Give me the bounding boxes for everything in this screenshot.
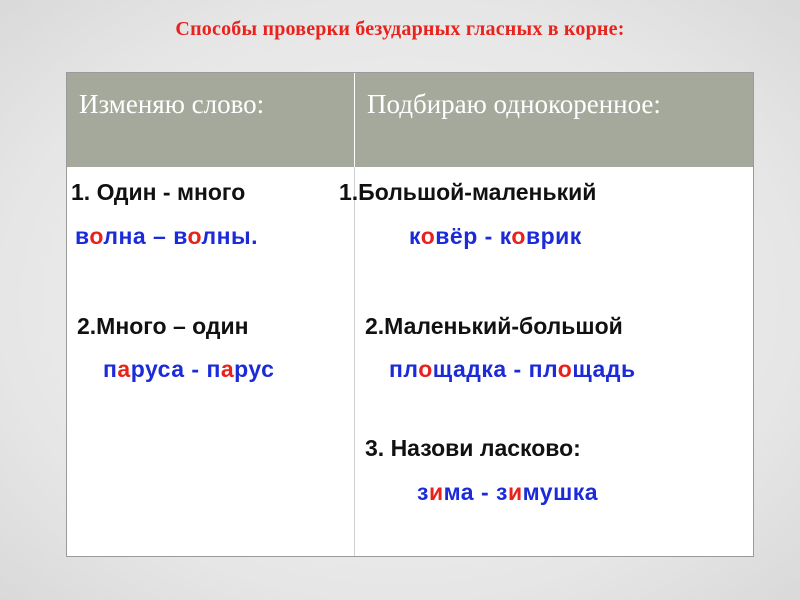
left-rule-2-example — [103, 356, 274, 383]
header-related-word: Подбираю однокоренное: — [367, 89, 661, 119]
word-fragment: щадка - пл — [432, 356, 558, 382]
stressed-vowel: и — [428, 479, 444, 505]
left-rule-1-example — [75, 223, 258, 250]
word-fragment: руса - п — [130, 356, 221, 382]
stressed-vowel: и — [507, 479, 523, 505]
header-separator — [67, 167, 753, 170]
column-divider-body — [354, 167, 355, 556]
right-rule-1: 1.Большой-маленький — [339, 179, 597, 205]
stressed-vowel: о — [420, 223, 436, 249]
right-rule-2: 2.Маленький-большой — [365, 313, 623, 339]
left-rule-1: 1. Один - много — [71, 179, 246, 205]
stressed-vowel: о — [418, 356, 433, 382]
word-fragment: пл — [389, 356, 419, 382]
word-fragment: п — [103, 356, 118, 382]
word-fragment: вёр - к — [435, 223, 512, 249]
word-fragment: врик — [525, 223, 582, 249]
word-fragment: мушка — [522, 479, 599, 505]
word-fragment: к — [409, 223, 421, 249]
right-rule-3-example — [417, 479, 598, 506]
stressed-vowel: о — [89, 223, 104, 249]
slide-title: Способы проверки безударных гласных в корне: — [175, 18, 625, 40]
word-fragment: щадь — [572, 356, 636, 382]
stressed-vowel: о — [557, 356, 573, 382]
left-rule-2: 2.Много – один — [77, 313, 249, 339]
right-rule-3: 3. Назови ласково: — [365, 435, 581, 461]
word-fragment: ма - з — [443, 479, 508, 505]
right-rule-1-example — [409, 223, 582, 250]
rules-table — [66, 72, 754, 557]
stressed-vowel: а — [220, 356, 235, 382]
header-change-word: Изменяю слово: — [79, 89, 265, 119]
word-fragment: лна – в — [103, 223, 188, 249]
stressed-vowel: о — [187, 223, 202, 249]
word-fragment: в — [75, 223, 90, 249]
right-rule-2-example — [389, 356, 636, 383]
stressed-vowel: о — [511, 223, 526, 249]
word-fragment: рус — [234, 356, 275, 382]
word-fragment: з — [417, 479, 429, 505]
stressed-vowel: а — [117, 356, 131, 382]
word-fragment: лны. — [201, 223, 259, 249]
